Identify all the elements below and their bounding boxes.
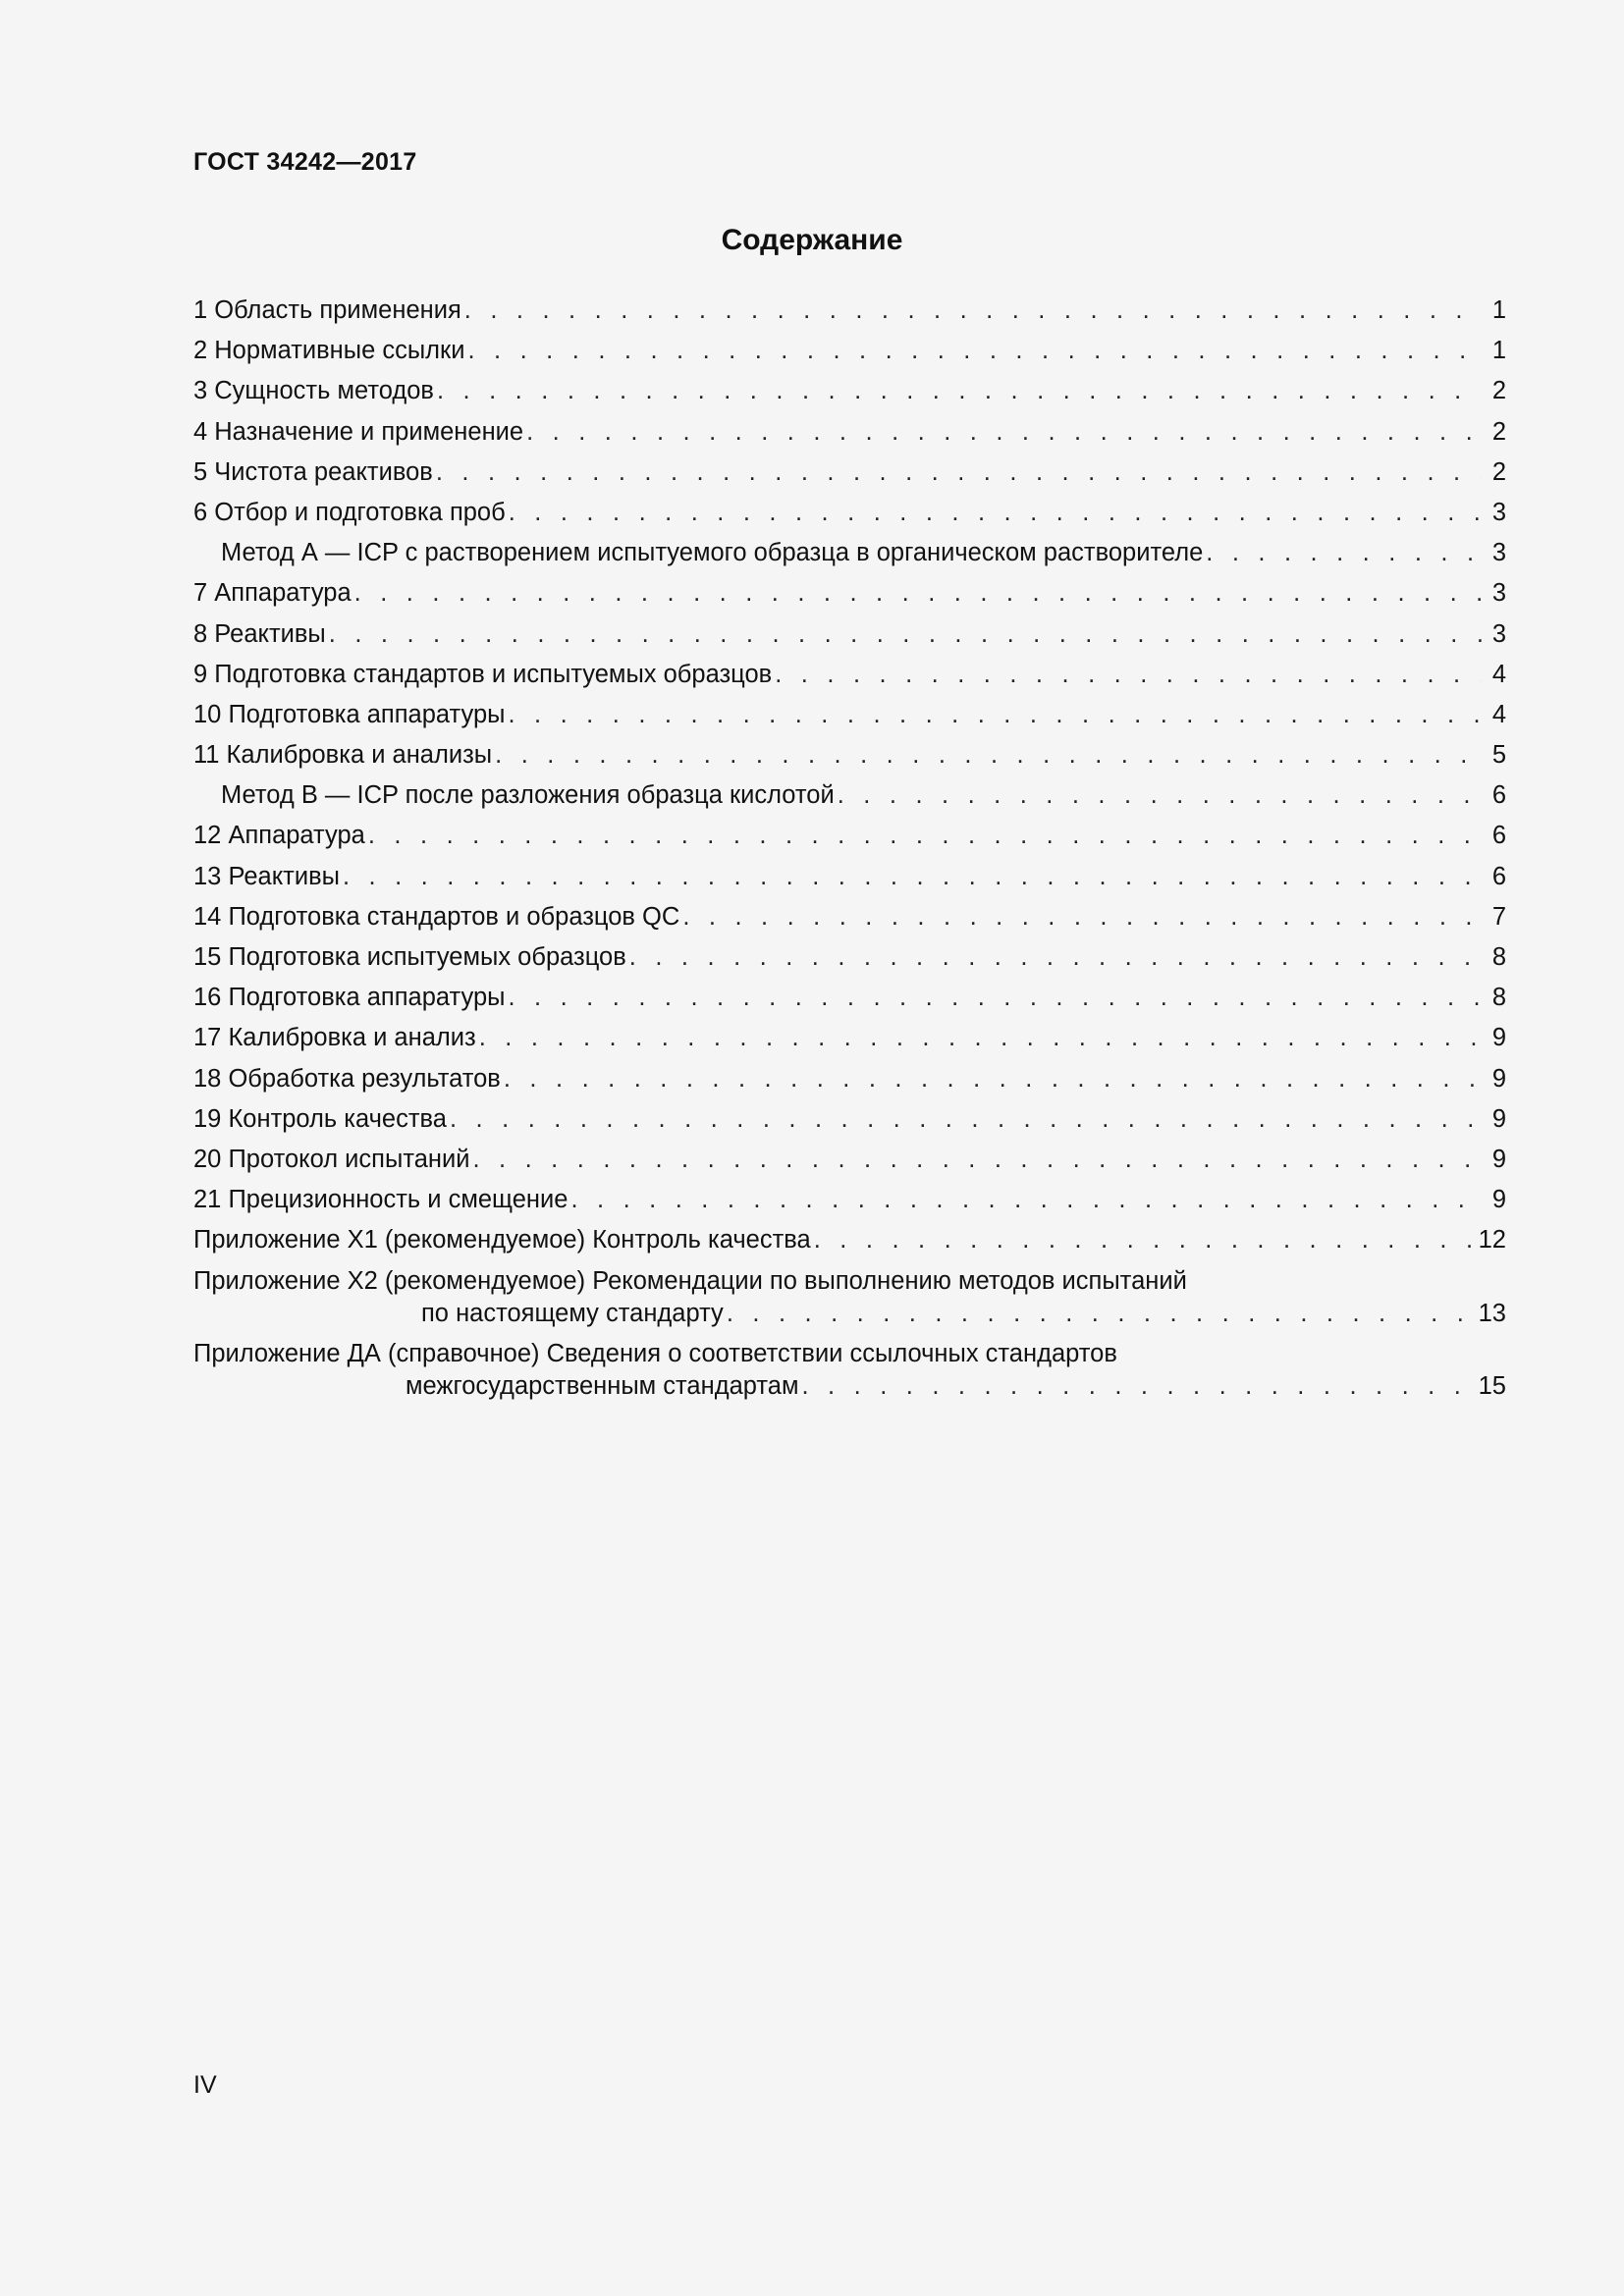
toc-leader-dots [814, 1225, 1474, 1255]
toc-entry-page: 13 [1478, 1299, 1506, 1327]
toc-leader-dots [464, 295, 1482, 325]
toc-entry-label: 12 Аппаратура [193, 822, 365, 850]
toc-leader-dots [504, 1064, 1482, 1094]
toc-leader-dots [509, 498, 1482, 527]
toc-entry-results-18[interactable] [193, 1064, 1506, 1104]
toc-entry-label: 10 Подготовка аппаратуры [193, 700, 506, 728]
toc-leader-dots [467, 336, 1482, 365]
toc-leader-dots [368, 821, 1482, 850]
toc-entry-page: 1 [1491, 337, 1506, 365]
toc-leader-dots [329, 619, 1482, 649]
toc-entry-apparatus-preparation-10[interactable] [193, 700, 1506, 740]
toc-entry-label-line2: по настоящему стандарту [421, 1299, 724, 1327]
toc-entry-reagents-13[interactable] [193, 862, 1506, 902]
toc-entry-apparatus-7[interactable] [193, 578, 1506, 618]
toc-entry-page: 12 [1478, 1226, 1506, 1255]
toc-entry-normative-references[interactable] [193, 336, 1506, 376]
toc-leader-dots [472, 1145, 1482, 1174]
toc-entry-label: 15 Подготовка испытуемых образцов [193, 943, 626, 971]
toc-entry-page: 9 [1491, 1104, 1506, 1133]
toc-entry-label: 18 Обработка результатов [193, 1064, 501, 1093]
toc-entry-label: 19 Контроль качества [193, 1104, 447, 1133]
toc-entry-appendix-x2[interactable] [193, 1266, 1506, 1339]
toc-leader-dots [354, 578, 1482, 608]
toc-leader-dots [450, 1104, 1482, 1134]
toc-leader-dots [801, 1371, 1473, 1401]
toc-leader-dots [629, 942, 1482, 972]
toc-leader-dots [479, 1023, 1482, 1052]
toc-entry-label: 8 Реактивы [193, 619, 326, 648]
toc-entry-label: 13 Реактивы [193, 862, 340, 890]
toc-entry-apparatus-preparation-16[interactable] [193, 983, 1506, 1023]
toc-entry-page: 8 [1491, 984, 1506, 1012]
toc-entry-label: Метод А — ICP с растворением испытуемого образца в органическом растворителе [221, 539, 1204, 567]
toc-leader-dots [682, 902, 1482, 932]
toc-entry-calibration-11[interactable] [193, 740, 1506, 780]
page-number: IV [193, 2071, 217, 2099]
document-code-header: ГОСТ 34242—2017 [193, 148, 417, 176]
toc-entry-page: 6 [1491, 822, 1506, 850]
toc-entry-label: 11 Калибровка и анализы [193, 741, 493, 770]
toc-entry-apparatus-12[interactable] [193, 821, 1506, 861]
toc-entry-page: 3 [1491, 579, 1506, 608]
toc-entry-page: 2 [1491, 377, 1506, 405]
toc-entry-precision-21[interactable] [193, 1185, 1506, 1225]
toc-entry-page: 4 [1491, 700, 1506, 728]
toc-entry-label: 16 Подготовка аппаратуры [193, 984, 506, 1012]
toc-entry-label-line2: межгосударственным стандартам [406, 1371, 799, 1400]
toc-entry-page: 3 [1491, 619, 1506, 648]
toc-entry-label: 14 Подготовка стандартов и образцов QC [193, 902, 680, 931]
toc-leader-dots [727, 1299, 1474, 1328]
toc-entry-label: 17 Калибровка и анализ [193, 1024, 476, 1052]
toc-entry-page: 9 [1491, 1024, 1506, 1052]
toc-entry-page: 8 [1491, 943, 1506, 971]
toc-entry-page: 9 [1491, 1145, 1506, 1173]
toc-entry-page: 7 [1491, 902, 1506, 931]
toc-leader-dots [1206, 538, 1482, 567]
toc-entry-sampling[interactable] [193, 498, 1506, 538]
toc-entry-label: Метод В — ICP после разложения образца кислотой [221, 781, 835, 810]
toc-entry-method-a[interactable] [193, 538, 1506, 578]
toc-entry-appendix-x1[interactable] [193, 1225, 1506, 1265]
toc-leader-dots [570, 1185, 1482, 1214]
toc-entry-page: 6 [1491, 781, 1506, 810]
toc-entry-label: 2 Нормативные ссылки [193, 337, 465, 365]
toc-entry-standards-preparation-9[interactable] [193, 660, 1506, 700]
toc-leader-dots [436, 457, 1482, 487]
toc-entry-reagents-8[interactable] [193, 619, 1506, 660]
toc-leader-dots [343, 862, 1482, 891]
toc-entry-page: 6 [1491, 862, 1506, 890]
toc-entry-page: 9 [1491, 1186, 1506, 1214]
toc-entry-scope[interactable] [193, 295, 1506, 336]
toc-entry-methods-essence[interactable] [193, 376, 1506, 416]
toc-entry-label: Приложение Х1 (рекомендуемое) Контроль качества [193, 1226, 811, 1255]
toc-leader-dots [437, 376, 1482, 405]
toc-entry-quality-control-19[interactable] [193, 1104, 1506, 1145]
toc-entry-page: 5 [1491, 741, 1506, 770]
toc-entry-label-line1: Приложение ДА (справочное) Сведения о соответствии ссылочных стандартов [193, 1339, 1117, 1367]
toc-leader-dots [838, 780, 1482, 810]
toc-entry-label: 4 Назначение и применение [193, 417, 524, 446]
toc-entry-standards-qc-14[interactable] [193, 902, 1506, 942]
toc-entry-calibration-17[interactable] [193, 1023, 1506, 1063]
toc-entry-method-b[interactable] [193, 780, 1506, 821]
toc-entry-page: 1 [1491, 296, 1506, 324]
toc-leader-dots [508, 700, 1482, 729]
toc-entry-continuation [193, 1371, 1506, 1412]
toc-entry-page: 2 [1491, 457, 1506, 486]
toc-entry-label: 7 Аппаратура [193, 579, 352, 608]
toc-entry-sample-preparation-15[interactable] [193, 942, 1506, 983]
toc-entry-page: 4 [1491, 660, 1506, 688]
toc-entry-purpose[interactable] [193, 417, 1506, 457]
toc-entry-label: 5 Чистота реактивов [193, 457, 433, 486]
toc-entry-page: 15 [1478, 1371, 1506, 1400]
toc-entry-reagent-purity[interactable] [193, 457, 1506, 498]
toc-entry-page: 3 [1491, 498, 1506, 526]
toc-entry-test-report-20[interactable] [193, 1145, 1506, 1185]
toc-entry-page: 2 [1491, 417, 1506, 446]
table-of-contents [193, 295, 1506, 1412]
toc-entry-label: 21 Прецизионность и смещение [193, 1186, 568, 1214]
toc-leader-dots [526, 417, 1482, 447]
toc-entry-label: 3 Сущность методов [193, 377, 434, 405]
toc-entry-continuation [193, 1299, 1506, 1339]
toc-leader-dots [508, 983, 1482, 1012]
toc-entry-label: 9 Подготовка стандартов и испытуемых образцов [193, 660, 773, 688]
toc-title: Содержание [721, 224, 903, 256]
toc-entry-appendix-da[interactable] [193, 1339, 1506, 1412]
toc-leader-dots [495, 740, 1482, 770]
toc-leader-dots [775, 660, 1482, 689]
toc-entry-label-line1: Приложение Х2 (рекомендуемое) Рекомендации по выполнению методов испытаний [193, 1266, 1187, 1295]
toc-entry-label: 1 Область применения [193, 296, 461, 324]
toc-entry-label: 6 Отбор и подготовка проб [193, 498, 506, 526]
toc-entry-page: 9 [1491, 1064, 1506, 1093]
toc-entry-label: 20 Протокол испытаний [193, 1145, 470, 1173]
toc-entry-page: 3 [1491, 539, 1506, 567]
